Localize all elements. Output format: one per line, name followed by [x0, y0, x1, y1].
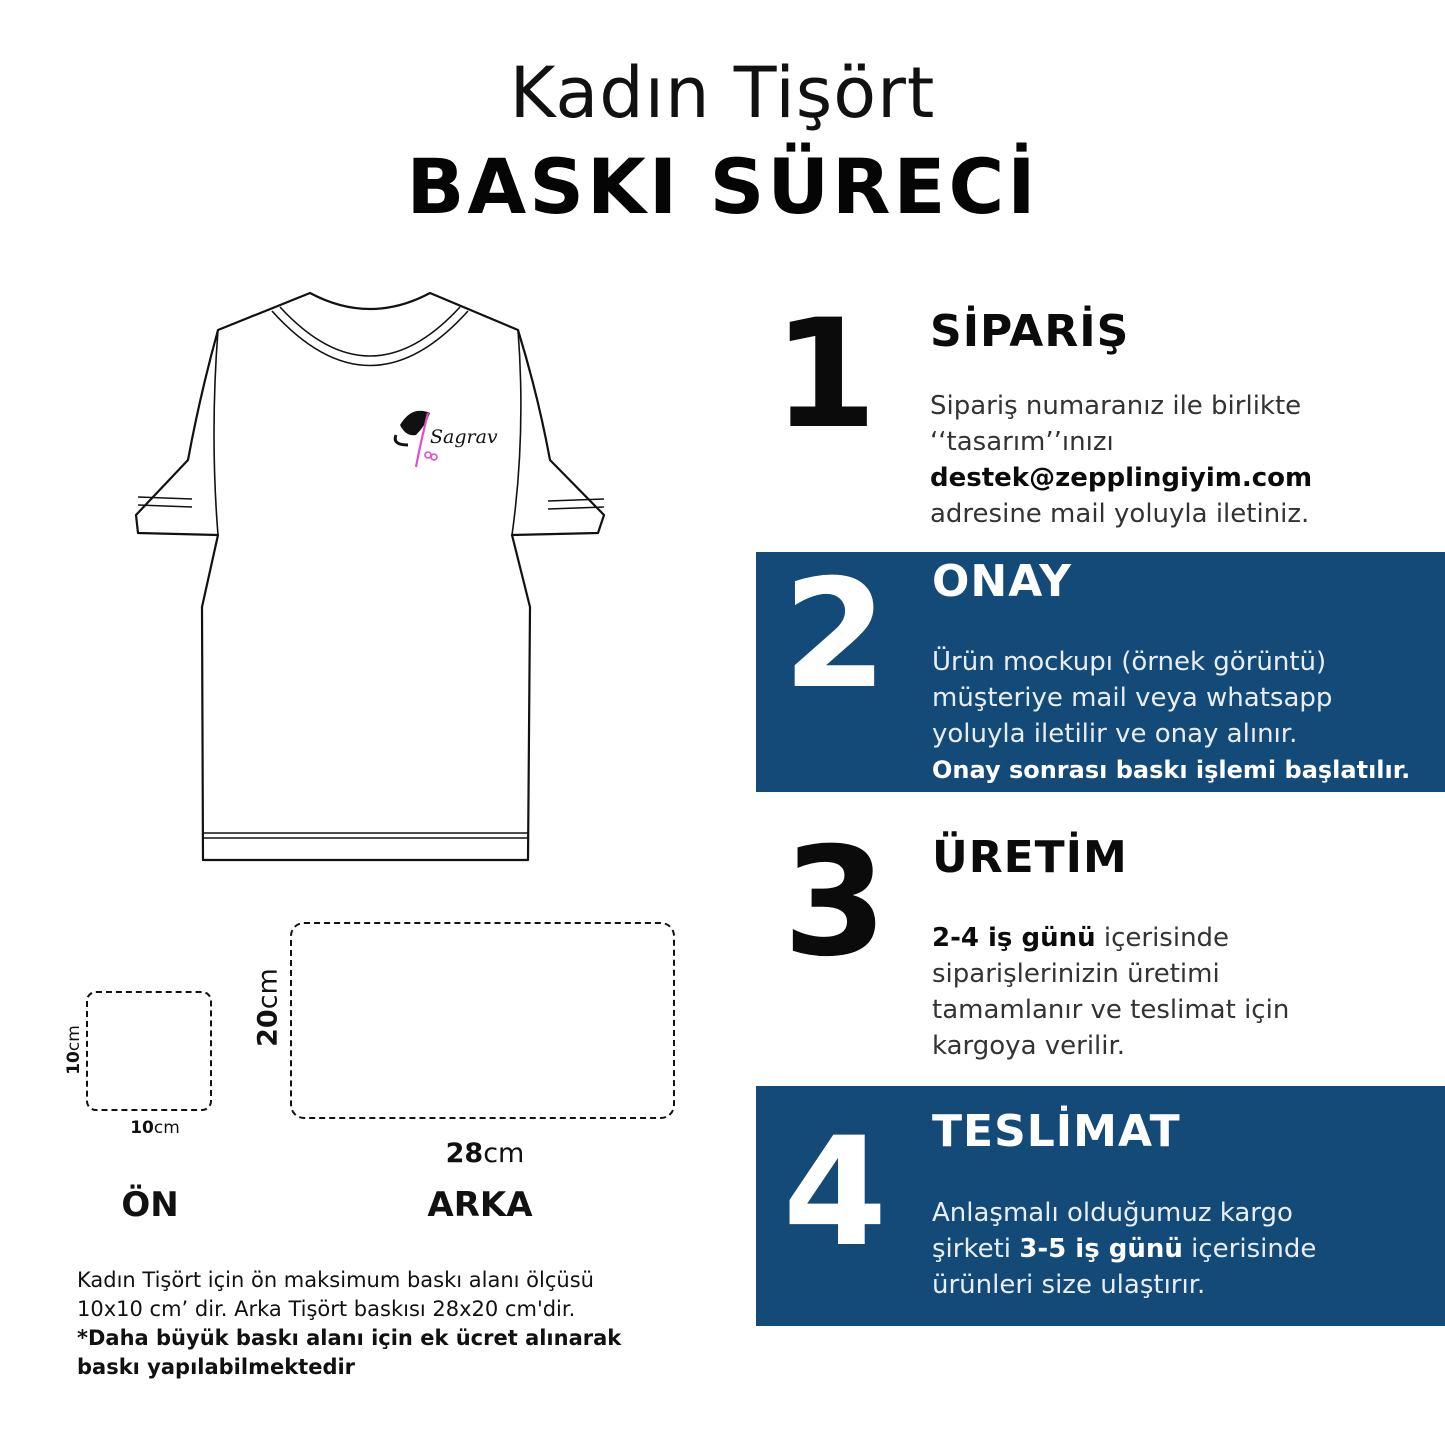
page-subtitle: BASKI SÜRECİ — [406, 142, 1039, 231]
front-width-label: 10cm — [130, 1118, 180, 1138]
step-4-text: Anlaşmalı olduğumuz kargo şirketi 3-5 iş günü içerisinde ürünleri size ulaştırır. — [932, 1198, 1317, 1300]
step-2-text: Ürün mockupı (örnek görüntü) müşteriye mail veya whatsapp yoluyla iletilir ve onay alınır. Onay sonrası baskı işlemi başlatılır. — [932, 647, 1411, 784]
front-print-area — [86, 991, 212, 1111]
brand-logo-text: Sagrav — [430, 426, 498, 448]
page-title: Kadın Tişört — [509, 52, 936, 134]
front-height-label: 10cm — [64, 1025, 84, 1075]
contact-email: destek@zepplingiyim.com — [930, 463, 1313, 493]
back-print-area — [290, 922, 675, 1119]
step-4-title: TESLİMAT — [932, 1106, 1181, 1157]
step-3-number: 3 — [782, 816, 888, 990]
tshirt-illustration — [130, 285, 610, 865]
back-label: ARKA — [427, 1185, 533, 1225]
back-height-label: 20cm — [252, 968, 284, 1047]
front-label: ÖN — [121, 1185, 179, 1225]
step-3-title: ÜRETİM — [932, 832, 1128, 883]
step-2-title: ONAY — [932, 556, 1072, 607]
step-3-text: 2-4 iş günü içerisinde siparişlerinizin üretimi tamamlanır ve teslimat için kargoya verilir. — [932, 923, 1290, 1061]
step-2-number: 2 — [782, 548, 888, 722]
step-1-title: SİPARİŞ — [930, 306, 1130, 357]
step-1-text: Sipariş numaranız ile birlikte ‘‘tasarım’’ınızı destek@zepplingiyim.com adresine mail yoluyla iletiniz. — [930, 388, 1430, 532]
print-area-note: Kadın Tişört için ön maksimum baskı alanı ölçüsü 10x10 cm’ dir. Arka Tişört baskısı 28x20 cm'dir. *Daha büyük baskı alanı için ek ücret alınarak baskı yapılabilmektedir — [77, 1268, 622, 1379]
step-1-number: 1 — [772, 288, 878, 462]
back-width-label: 28cm — [445, 1138, 525, 1169]
step-4-number: 4 — [782, 1106, 888, 1280]
